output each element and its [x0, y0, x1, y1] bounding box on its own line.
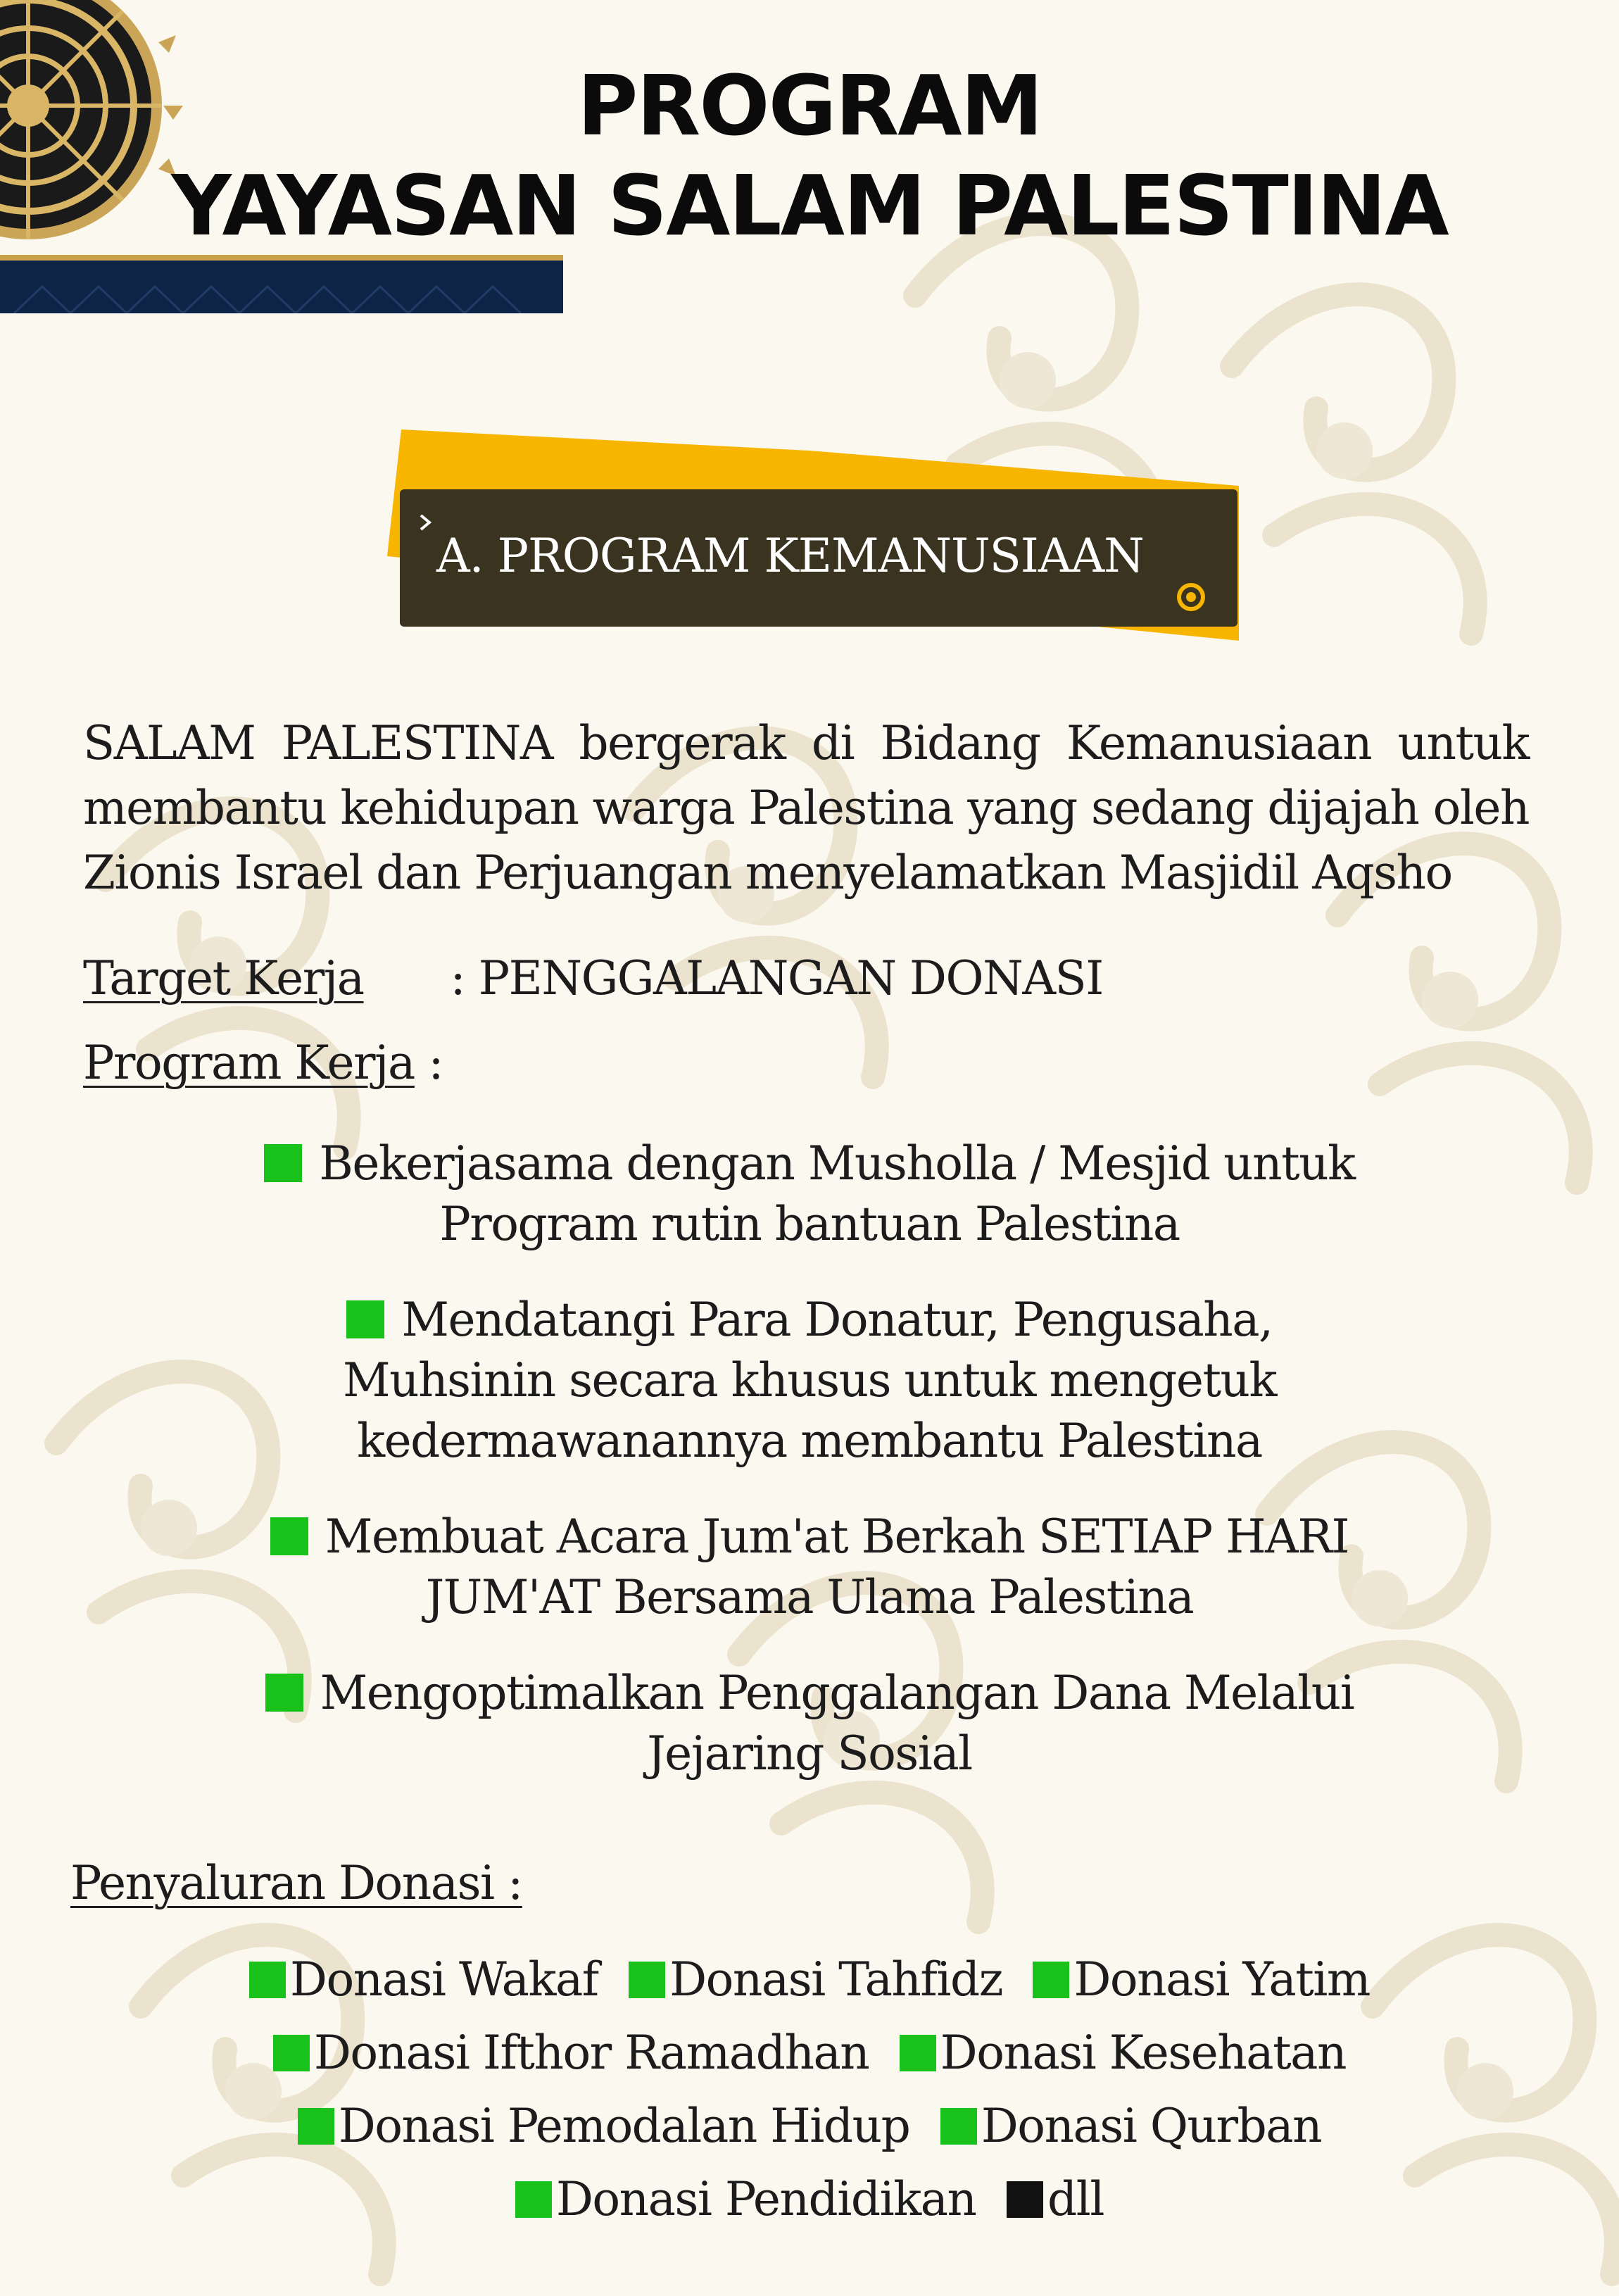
list-item: Bekerjasama dengan Musholla / Mesjid untuk Program rutin bantuan Palestina: [0, 1134, 1619, 1255]
green-square-bullet-icon: [940, 2108, 977, 2145]
distribution-list: [106, 1943, 1513, 2236]
green-square-bullet-icon: [515, 2181, 552, 2218]
program-label-suffix: :: [414, 1036, 443, 1090]
program-row: [83, 1031, 443, 1095]
program-list: [0, 1134, 1619, 1819]
green-square-bullet-icon: [298, 2108, 334, 2145]
list-item: Donasi Pendidikan: [515, 2172, 976, 2226]
green-square-bullet-icon: [270, 1517, 308, 1555]
target-row: [83, 947, 1103, 1010]
section-heading: A. PROGRAM KEMANUSIAAN: [436, 529, 1144, 583]
target-value: : PENGGALANGAN DONASI: [450, 951, 1103, 1005]
green-square-bullet-icon: [900, 2035, 936, 2071]
list-item: Donasi Wakaf: [249, 1952, 598, 2007]
page-title-line-1: PROGRAM: [577, 57, 1042, 154]
green-square-bullet-icon: [1033, 1962, 1069, 1998]
list-item: Donasi Ifthor Ramadhan: [273, 2026, 869, 2080]
green-square-bullet-icon: [629, 1962, 665, 1998]
green-square-bullet-icon: [249, 1962, 286, 1998]
intro-paragraph: [83, 711, 1529, 905]
green-square-bullet-icon: [273, 2035, 310, 2071]
list-item: Donasi Pemodalan Hidup: [298, 2099, 910, 2153]
target-label: Target Kerja: [83, 951, 364, 1005]
green-square-bullet-icon: [265, 1674, 303, 1712]
intro-line: Zionis Israel dan Perjuangan menyelamatkan Masjidil Aqsho: [83, 846, 1452, 900]
green-square-bullet-icon: [346, 1300, 384, 1338]
list-item: dll: [1007, 2172, 1104, 2226]
list-item: Donasi Kesehatan: [900, 2026, 1346, 2080]
list-item: Mengoptimalkan Penggalangan Dana Melalui Jejaring Sosial: [0, 1663, 1619, 1784]
black-square-bullet-icon: [1007, 2181, 1043, 2218]
page-title-line-2: YAYASAN SALAM PALESTINA: [171, 157, 1448, 254]
distribution-label: Penyaluran Donasi :: [70, 1856, 522, 1910]
intro-line: SALAM PALESTINA bergerak di Bidang Kemanusiaan untuk: [83, 716, 1529, 770]
list-item: Donasi Yatim: [1033, 1952, 1369, 2007]
intro-line: membantu kehidupan warga Palestina yang sedang dijajah oleh: [83, 781, 1529, 835]
green-square-bullet-icon: [264, 1144, 302, 1182]
list-item: Donasi Qurban: [940, 2099, 1321, 2153]
list-item: Donasi Tahfidz: [629, 1952, 1002, 2007]
list-item: Membuat Acara Jum'at Berkah SETIAP HARI JUM'AT Bersama Ulama Palestina: [0, 1507, 1619, 1628]
program-label: Program Kerja: [83, 1036, 415, 1090]
list-item: Mendatangi Para Donatur, Pengusaha, Muhsinin secara khusus untuk mengetuk kedermawanannya membantu Palestina: [342, 1293, 1277, 1468]
